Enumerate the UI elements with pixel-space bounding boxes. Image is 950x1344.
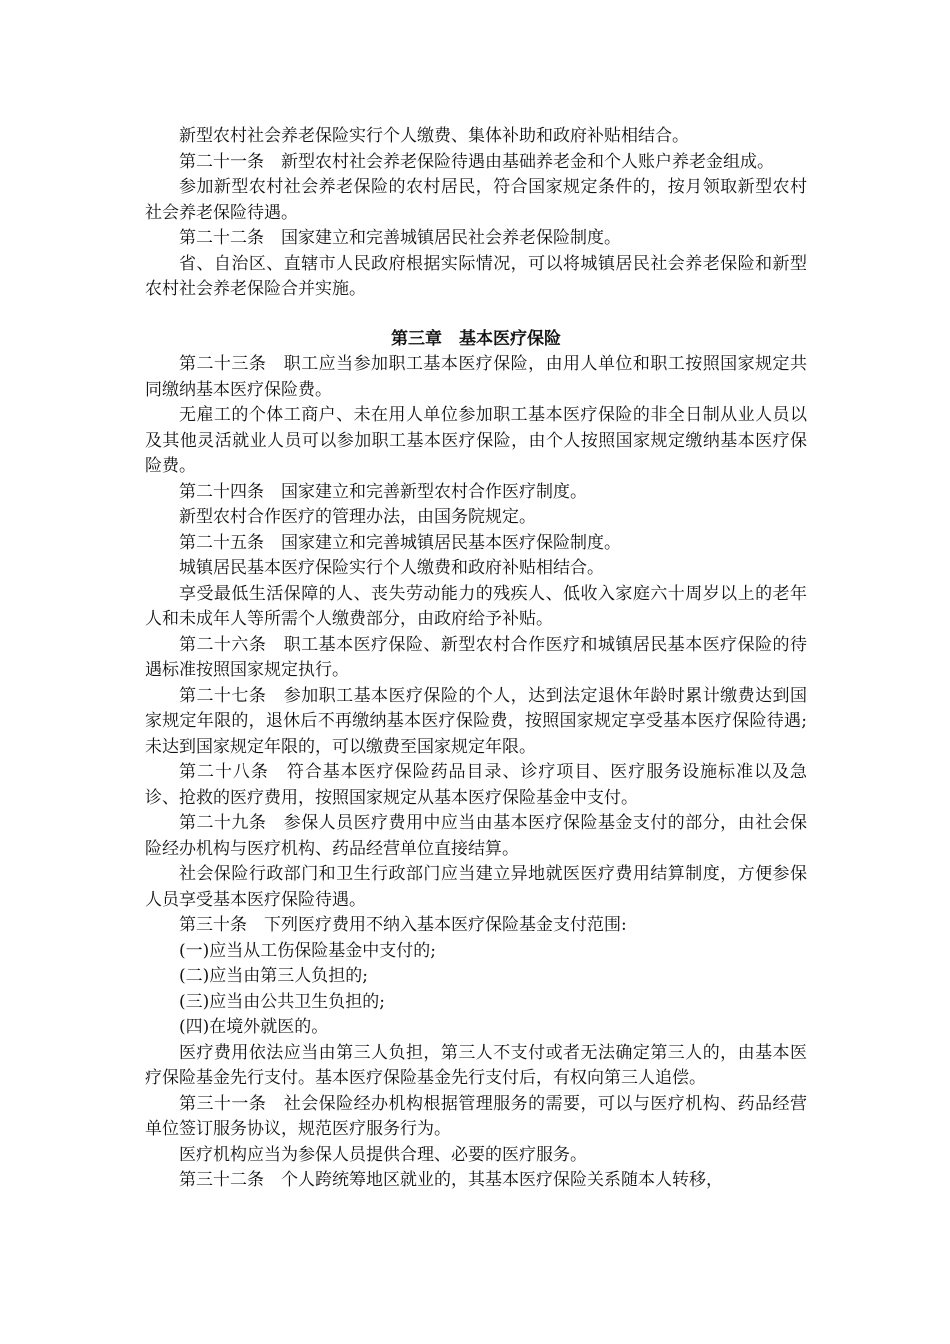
article-26: 第二十六条 职工基本医疗保险、新型农村合作医疗和城镇居民基本医疗保险的待遇标准按照国家规定执行。 <box>145 634 807 680</box>
chapter-title: 第三章 基本医疗保险 <box>391 328 561 349</box>
paragraph: 享受最低生活保障的人、丧失劳动能力的残疾人、低收入家庭六十周岁以上的老年人和未成年人等所需个人缴费部分，由政府给予补贴。 <box>145 583 807 629</box>
article-28: 第二十八条 符合基本医疗保险药品目录、诊疗项目、医疗服务设施标准以及急诊、抢救的医疗费用，按照国家规定从基本医疗保险基金中支付。 <box>145 762 807 808</box>
article-27: 第二十七条 参加职工基本医疗保险的个人，达到法定退休年龄时累计缴费达到国家规定年限的，退休后不再缴纳基本医疗保险费，按照国家规定享受基本医疗保险待遇;未达到国家规定年限的，可以缴费至国家规定年限。 <box>145 685 807 757</box>
paragraph: 参加新型农村社会养老保险的农村居民，符合国家规定条件的，按月领取新型农村社会养老保险待遇。 <box>145 177 807 223</box>
paragraph: 社会保险行政部门和卫生行政部门应当建立异地就医医疗费用结算制度，方便参保人员享受基本医疗保险待遇。 <box>145 864 807 910</box>
paragraph: 省、自治区、直辖市人民政府根据实际情况，可以将城镇居民社会养老保险和新型农村社会养老保险合并实施。 <box>145 253 807 299</box>
list-item: (一)应当从工伤保险基金中支付的; <box>179 940 436 961</box>
article-29: 第二十九条 参保人员医疗费用中应当由基本医疗保险基金支付的部分，由社会保险经办机构与医疗机构、药品经营单位直接结算。 <box>145 813 807 859</box>
article-24: 第二十四条 国家建立和完善新型农村合作医疗制度。 <box>179 481 587 502</box>
article-30: 第三十条 下列医疗费用不纳入基本医疗保险基金支付范围: <box>179 915 627 935</box>
document-body <box>145 124 807 1194</box>
list-item: (三)应当由公共卫生负担的; <box>179 991 385 1012</box>
article-31: 第三十一条 社会保险经办机构根据管理服务的需要，可以与医疗机构、药品经营单位签订服务协议，规范医疗服务行为。 <box>145 1093 807 1139</box>
paragraph: 新型农村社会养老保险实行个人缴费、集体补助和政府补贴相结合。 <box>179 126 689 146</box>
article-22: 第二十二条 国家建立和完善城镇居民社会养老保险制度。 <box>179 228 621 248</box>
section-spacer <box>145 303 807 327</box>
article-23: 第二十三条 职工应当参加职工基本医疗保险，由用人单位和职工按照国家规定共同缴纳基本医疗保险费。 <box>145 354 807 400</box>
article-21: 第二十一条 新型农村社会养老保险待遇由基础养老金和个人账户养老金组成。 <box>179 151 774 172</box>
paragraph: 无雇工的个体工商户、未在用人单位参加职工基本医疗保险的非全日制从业人员以及其他灵活就业人员可以参加职工基本医疗保险，由个人按照国家规定缴纳基本医疗保险费。 <box>145 405 807 476</box>
article-32: 第三十二条 个人跨统筹地区就业的，其基本医疗保险关系随本人转移， <box>179 1170 723 1190</box>
paragraph: 新型农村合作医疗的管理办法，由国务院规定。 <box>179 507 536 527</box>
article-25: 第二十五条 国家建立和完善城镇居民基本医疗保险制度。 <box>179 532 621 553</box>
paragraph: 城镇居民基本医疗保险实行个人缴费和政府补贴相结合。 <box>179 558 604 578</box>
list-item: (四)在境外就医的。 <box>179 1017 329 1037</box>
paragraph: 医疗机构应当为参保人员提供合理、必要的医疗服务。 <box>179 1144 587 1165</box>
list-item: (二)应当由第三人负担的; <box>179 966 368 986</box>
paragraph: 医疗费用依法应当由第三人负担，第三人不支付或者无法确定第三人的，由基本医疗保险基金先行支付。基本医疗保险基金先行支付后，有权向第三人追偿。 <box>145 1042 807 1088</box>
